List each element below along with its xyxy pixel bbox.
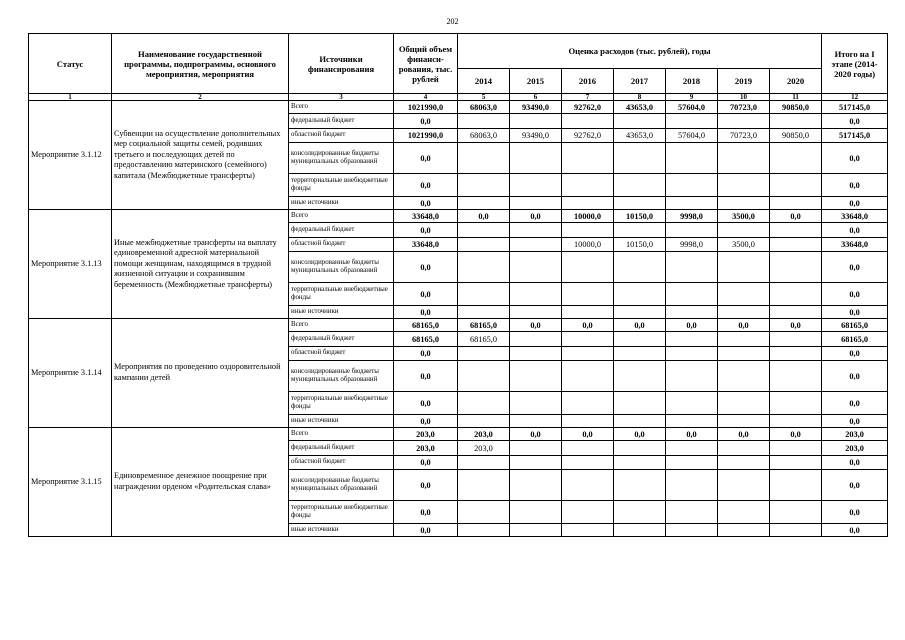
year-amount bbox=[510, 174, 562, 197]
year-amount bbox=[562, 361, 614, 392]
year-amount bbox=[770, 238, 822, 252]
year-amount bbox=[510, 223, 562, 238]
total-amount: 0,0 bbox=[394, 252, 458, 283]
funding-source: федеральный бюджет bbox=[289, 114, 394, 129]
year-amount: 68165,0 bbox=[458, 332, 510, 347]
year-amount: 93490,0 bbox=[510, 101, 562, 114]
budget-table bbox=[28, 33, 888, 537]
total-amount: 1021990,0 bbox=[394, 129, 458, 143]
year-amount bbox=[614, 332, 666, 347]
year-amount: 3500,0 bbox=[718, 210, 770, 223]
column-number: 11 bbox=[770, 94, 822, 101]
funding-source: областной бюджет bbox=[289, 347, 394, 361]
year-amount bbox=[770, 361, 822, 392]
total-amount: 0,0 bbox=[394, 283, 458, 306]
year-amount bbox=[562, 197, 614, 210]
column-number: 3 bbox=[289, 94, 394, 101]
measure-status: Мероприятие 3.1.15 bbox=[29, 428, 112, 537]
table-body bbox=[29, 101, 888, 537]
stage-total-amount: 68165,0 bbox=[822, 332, 888, 347]
total-amount: 203,0 bbox=[394, 441, 458, 456]
year-amount bbox=[510, 283, 562, 306]
year-amount bbox=[458, 501, 510, 524]
year-amount: 10150,0 bbox=[614, 238, 666, 252]
year-amount: 0,0 bbox=[510, 319, 562, 332]
year-amount: 0,0 bbox=[718, 319, 770, 332]
year-amount bbox=[458, 223, 510, 238]
year-amount bbox=[718, 524, 770, 537]
stage-total-amount: 0,0 bbox=[822, 501, 888, 524]
year-amount bbox=[562, 441, 614, 456]
stage-total-amount: 0,0 bbox=[822, 283, 888, 306]
year-amount bbox=[718, 347, 770, 361]
funding-source: территориальные внебюджетные фонды bbox=[289, 392, 394, 415]
year-amount bbox=[770, 441, 822, 456]
funding-source: консолидированные бюджеты муниципальных образований bbox=[289, 252, 394, 283]
funding-source: иные источники bbox=[289, 415, 394, 428]
year-amount bbox=[614, 143, 666, 174]
year-amount bbox=[666, 501, 718, 524]
column-number: 7 bbox=[562, 94, 614, 101]
total-amount: 33648,0 bbox=[394, 210, 458, 223]
header-year: 2014 bbox=[458, 69, 510, 94]
measure-status: Мероприятие 3.1.14 bbox=[29, 319, 112, 428]
year-amount bbox=[718, 456, 770, 470]
measure-status: Мероприятие 3.1.13 bbox=[29, 210, 112, 319]
funding-source: федеральный бюджет bbox=[289, 332, 394, 347]
stage-total-amount: 0,0 bbox=[822, 392, 888, 415]
column-number: 5 bbox=[458, 94, 510, 101]
year-amount bbox=[510, 392, 562, 415]
year-amount bbox=[614, 252, 666, 283]
header-expenses: Оценка расходов (тыс. рублей), годы bbox=[458, 34, 822, 69]
year-amount bbox=[770, 114, 822, 129]
year-amount: 0,0 bbox=[770, 428, 822, 441]
year-amount bbox=[666, 441, 718, 456]
year-amount bbox=[614, 470, 666, 501]
year-amount bbox=[614, 223, 666, 238]
header-year: 2018 bbox=[666, 69, 718, 94]
year-amount bbox=[510, 197, 562, 210]
year-amount bbox=[718, 174, 770, 197]
funding-source: территориальные внебюджетные фонды bbox=[289, 501, 394, 524]
year-amount bbox=[666, 332, 718, 347]
year-amount bbox=[614, 197, 666, 210]
funding-source: федеральный бюджет bbox=[289, 223, 394, 238]
total-amount: 68165,0 bbox=[394, 332, 458, 347]
total-amount: 0,0 bbox=[394, 361, 458, 392]
funding-source: консолидированные бюджеты муниципальных образований bbox=[289, 470, 394, 501]
total-amount: 33648,0 bbox=[394, 238, 458, 252]
year-amount bbox=[562, 501, 614, 524]
column-number: 4 bbox=[394, 94, 458, 101]
year-amount: 43653,0 bbox=[614, 129, 666, 143]
year-amount: 68063,0 bbox=[458, 129, 510, 143]
year-amount bbox=[614, 501, 666, 524]
year-amount bbox=[666, 392, 718, 415]
year-amount: 0,0 bbox=[718, 428, 770, 441]
year-amount: 10150,0 bbox=[614, 210, 666, 223]
stage-total-amount: 0,0 bbox=[822, 114, 888, 129]
year-amount: 0,0 bbox=[666, 428, 718, 441]
year-amount: 68063,0 bbox=[458, 101, 510, 114]
stage-total-amount: 0,0 bbox=[822, 361, 888, 392]
year-amount bbox=[770, 143, 822, 174]
year-amount bbox=[562, 347, 614, 361]
year-amount: 57604,0 bbox=[666, 101, 718, 114]
year-amount bbox=[666, 306, 718, 319]
table-row bbox=[29, 319, 888, 332]
total-amount: 0,0 bbox=[394, 223, 458, 238]
year-amount bbox=[770, 197, 822, 210]
year-amount bbox=[510, 347, 562, 361]
total-amount: 0,0 bbox=[394, 114, 458, 129]
year-amount bbox=[510, 470, 562, 501]
funding-source: федеральный бюджет bbox=[289, 441, 394, 456]
total-amount: 0,0 bbox=[394, 524, 458, 537]
year-amount bbox=[458, 283, 510, 306]
year-amount: 3500,0 bbox=[718, 238, 770, 252]
year-amount: 203,0 bbox=[458, 441, 510, 456]
funding-source: иные источники bbox=[289, 306, 394, 319]
total-amount: 1021990,0 bbox=[394, 101, 458, 114]
table-row bbox=[29, 101, 888, 114]
year-amount: 0,0 bbox=[614, 428, 666, 441]
year-amount bbox=[666, 283, 718, 306]
header-year: 2020 bbox=[770, 69, 822, 94]
year-amount bbox=[770, 332, 822, 347]
year-amount bbox=[614, 283, 666, 306]
stage-total-amount: 0,0 bbox=[822, 252, 888, 283]
year-amount bbox=[562, 252, 614, 283]
stage-total-amount: 0,0 bbox=[822, 415, 888, 428]
total-amount: 0,0 bbox=[394, 470, 458, 501]
year-amount bbox=[458, 361, 510, 392]
year-amount bbox=[718, 114, 770, 129]
stage-total-amount: 0,0 bbox=[822, 197, 888, 210]
year-amount bbox=[458, 470, 510, 501]
stage-total-amount: 0,0 bbox=[822, 347, 888, 361]
year-amount bbox=[718, 392, 770, 415]
year-amount bbox=[770, 392, 822, 415]
year-amount bbox=[666, 524, 718, 537]
year-amount bbox=[510, 441, 562, 456]
page-number: 202 bbox=[446, 17, 459, 26]
year-amount bbox=[770, 283, 822, 306]
year-amount bbox=[458, 114, 510, 129]
year-amount: 43653,0 bbox=[614, 101, 666, 114]
year-amount bbox=[562, 470, 614, 501]
year-amount: 0,0 bbox=[614, 319, 666, 332]
total-amount: 0,0 bbox=[394, 306, 458, 319]
total-amount: 0,0 bbox=[394, 501, 458, 524]
year-amount bbox=[770, 223, 822, 238]
year-amount: 0,0 bbox=[562, 428, 614, 441]
year-amount bbox=[458, 524, 510, 537]
year-amount bbox=[666, 456, 718, 470]
year-amount bbox=[562, 456, 614, 470]
year-amount: 92762,0 bbox=[562, 129, 614, 143]
funding-source: территориальные внебюджетные фонды bbox=[289, 283, 394, 306]
year-amount bbox=[614, 415, 666, 428]
measure-name: Единовременное денежное поощрение при награждении орденом «Родительская слава» bbox=[112, 428, 289, 537]
year-amount: 0,0 bbox=[770, 319, 822, 332]
year-amount bbox=[666, 197, 718, 210]
year-amount bbox=[770, 174, 822, 197]
column-number-row bbox=[29, 94, 888, 101]
funding-source: консолидированные бюджеты муниципальных образований bbox=[289, 361, 394, 392]
year-amount bbox=[458, 238, 510, 252]
total-amount: 0,0 bbox=[394, 347, 458, 361]
year-amount: 93490,0 bbox=[510, 129, 562, 143]
year-amount bbox=[562, 392, 614, 415]
year-amount bbox=[718, 332, 770, 347]
year-amount: 92762,0 bbox=[562, 101, 614, 114]
year-amount bbox=[614, 361, 666, 392]
header-year: 2015 bbox=[510, 69, 562, 94]
funding-source: территориальные внебюджетные фонды bbox=[289, 174, 394, 197]
stage-total-amount: 0,0 bbox=[822, 223, 888, 238]
total-amount: 0,0 bbox=[394, 143, 458, 174]
year-amount bbox=[614, 174, 666, 197]
year-amount bbox=[510, 238, 562, 252]
measure-name: Иные межбюджетные трансферты на выплату единовременной адресной материальной помощи женщинам, находящимся в трудной жизненной ситуации и сохранившим беременность (Межбюджетные трансферты) bbox=[112, 210, 289, 319]
funding-source: Всего bbox=[289, 101, 394, 114]
measure-name: Мероприятия по проведению оздоровительной кампании детей bbox=[112, 319, 289, 428]
year-amount bbox=[562, 174, 614, 197]
header-status: Статус bbox=[29, 34, 112, 94]
year-amount: 10000,0 bbox=[562, 238, 614, 252]
year-amount bbox=[666, 223, 718, 238]
header-stage-total: Итого на I этапе (2014-2020 годы) bbox=[822, 34, 888, 94]
column-number: 2 bbox=[112, 94, 289, 101]
year-amount bbox=[666, 114, 718, 129]
year-amount bbox=[770, 347, 822, 361]
year-amount bbox=[458, 456, 510, 470]
year-amount bbox=[614, 456, 666, 470]
year-amount: 90850,0 bbox=[770, 101, 822, 114]
year-amount bbox=[562, 332, 614, 347]
year-amount bbox=[510, 252, 562, 283]
year-amount bbox=[510, 415, 562, 428]
year-amount bbox=[666, 347, 718, 361]
year-amount bbox=[718, 197, 770, 210]
year-amount bbox=[458, 306, 510, 319]
year-amount bbox=[510, 306, 562, 319]
year-amount bbox=[770, 501, 822, 524]
header-row bbox=[29, 34, 888, 69]
column-number: 9 bbox=[666, 94, 718, 101]
total-amount: 0,0 bbox=[394, 197, 458, 210]
total-amount: 0,0 bbox=[394, 392, 458, 415]
stage-total-amount: 0,0 bbox=[822, 174, 888, 197]
year-amount: 0,0 bbox=[458, 210, 510, 223]
year-amount: 70723,0 bbox=[718, 101, 770, 114]
year-amount bbox=[510, 456, 562, 470]
year-amount bbox=[666, 143, 718, 174]
year-amount bbox=[510, 114, 562, 129]
year-amount bbox=[666, 361, 718, 392]
year-amount bbox=[666, 252, 718, 283]
year-amount bbox=[562, 306, 614, 319]
stage-total-amount: 0,0 bbox=[822, 306, 888, 319]
column-number: 10 bbox=[718, 94, 770, 101]
year-amount: 203,0 bbox=[458, 428, 510, 441]
year-amount bbox=[458, 252, 510, 283]
year-amount bbox=[770, 252, 822, 283]
stage-total-amount: 33648,0 bbox=[822, 210, 888, 223]
year-amount: 0,0 bbox=[770, 210, 822, 223]
header-name: Наименование государственной программы, подпрограммы, основного мероприятия, мероприятия bbox=[112, 34, 289, 94]
header-year: 2019 bbox=[718, 69, 770, 94]
year-amount: 90850,0 bbox=[770, 129, 822, 143]
year-amount bbox=[562, 283, 614, 306]
year-amount bbox=[718, 470, 770, 501]
funding-source: иные источники bbox=[289, 524, 394, 537]
year-amount bbox=[718, 361, 770, 392]
year-amount bbox=[770, 306, 822, 319]
stage-total-amount: 203,0 bbox=[822, 428, 888, 441]
stage-total-amount: 203,0 bbox=[822, 441, 888, 456]
year-amount bbox=[770, 524, 822, 537]
total-amount: 0,0 bbox=[394, 456, 458, 470]
funding-source: Всего bbox=[289, 210, 394, 223]
year-amount bbox=[458, 174, 510, 197]
year-amount bbox=[770, 456, 822, 470]
year-amount bbox=[458, 347, 510, 361]
year-amount bbox=[666, 415, 718, 428]
year-amount bbox=[614, 392, 666, 415]
year-amount bbox=[614, 347, 666, 361]
table-row bbox=[29, 428, 888, 441]
funding-source: Всего bbox=[289, 319, 394, 332]
year-amount: 0,0 bbox=[666, 319, 718, 332]
stage-total-amount: 0,0 bbox=[822, 470, 888, 501]
header-total: Общий объем финанси-рования, тыс. рублей bbox=[394, 34, 458, 94]
funding-source: областной бюджет bbox=[289, 456, 394, 470]
year-amount bbox=[770, 470, 822, 501]
year-amount bbox=[562, 415, 614, 428]
year-amount bbox=[458, 197, 510, 210]
funding-source: областной бюджет bbox=[289, 129, 394, 143]
stage-total-amount: 0,0 bbox=[822, 456, 888, 470]
stage-total-amount: 68165,0 bbox=[822, 319, 888, 332]
year-amount bbox=[718, 283, 770, 306]
year-amount bbox=[614, 306, 666, 319]
column-number: 12 bbox=[822, 94, 888, 101]
year-amount: 9998,0 bbox=[666, 210, 718, 223]
year-amount bbox=[562, 223, 614, 238]
year-amount: 10000,0 bbox=[562, 210, 614, 223]
year-amount bbox=[718, 441, 770, 456]
year-amount bbox=[562, 143, 614, 174]
year-amount: 0,0 bbox=[510, 210, 562, 223]
year-amount bbox=[770, 415, 822, 428]
year-amount: 9998,0 bbox=[666, 238, 718, 252]
year-amount bbox=[614, 524, 666, 537]
stage-total-amount: 33648,0 bbox=[822, 238, 888, 252]
year-amount bbox=[458, 143, 510, 174]
year-amount bbox=[562, 524, 614, 537]
year-amount bbox=[510, 361, 562, 392]
year-amount bbox=[718, 501, 770, 524]
funding-source: иные источники bbox=[289, 197, 394, 210]
year-amount bbox=[510, 501, 562, 524]
funding-source: Всего bbox=[289, 428, 394, 441]
year-amount bbox=[718, 252, 770, 283]
year-amount bbox=[614, 441, 666, 456]
stage-total-amount: 517145,0 bbox=[822, 129, 888, 143]
total-amount: 0,0 bbox=[394, 415, 458, 428]
year-amount bbox=[510, 143, 562, 174]
year-amount bbox=[458, 415, 510, 428]
year-amount bbox=[718, 223, 770, 238]
year-amount bbox=[718, 306, 770, 319]
year-amount bbox=[458, 392, 510, 415]
total-amount: 68165,0 bbox=[394, 319, 458, 332]
header-year: 2017 bbox=[614, 69, 666, 94]
column-number: 1 bbox=[29, 94, 112, 101]
year-amount bbox=[666, 470, 718, 501]
year-amount: 57604,0 bbox=[666, 129, 718, 143]
column-number: 8 bbox=[614, 94, 666, 101]
year-amount bbox=[666, 174, 718, 197]
year-amount: 68165,0 bbox=[458, 319, 510, 332]
stage-total-amount: 517145,0 bbox=[822, 101, 888, 114]
header-sources: Источники финансирования bbox=[289, 34, 394, 94]
year-amount bbox=[614, 114, 666, 129]
total-amount: 0,0 bbox=[394, 174, 458, 197]
year-amount: 70723,0 bbox=[718, 129, 770, 143]
year-amount bbox=[562, 114, 614, 129]
stage-total-amount: 0,0 bbox=[822, 524, 888, 537]
measure-name: Субвенции на осуществление дополнительных мер социальной защиты семей, родивших третьего и последующих детей по предоставлению материнского (семейного) капитала (Межбюджетные трансферты) bbox=[112, 101, 289, 210]
table-row bbox=[29, 210, 888, 223]
year-amount bbox=[718, 143, 770, 174]
header-year: 2016 bbox=[562, 69, 614, 94]
year-amount bbox=[510, 524, 562, 537]
year-amount bbox=[510, 332, 562, 347]
funding-source: консолидированные бюджеты муниципальных образований bbox=[289, 143, 394, 174]
measure-status: Мероприятие 3.1.12 bbox=[29, 101, 112, 210]
funding-source: областной бюджет bbox=[289, 238, 394, 252]
stage-total-amount: 0,0 bbox=[822, 143, 888, 174]
column-number: 6 bbox=[510, 94, 562, 101]
year-amount: 0,0 bbox=[562, 319, 614, 332]
year-amount: 0,0 bbox=[510, 428, 562, 441]
total-amount: 203,0 bbox=[394, 428, 458, 441]
year-amount bbox=[718, 415, 770, 428]
